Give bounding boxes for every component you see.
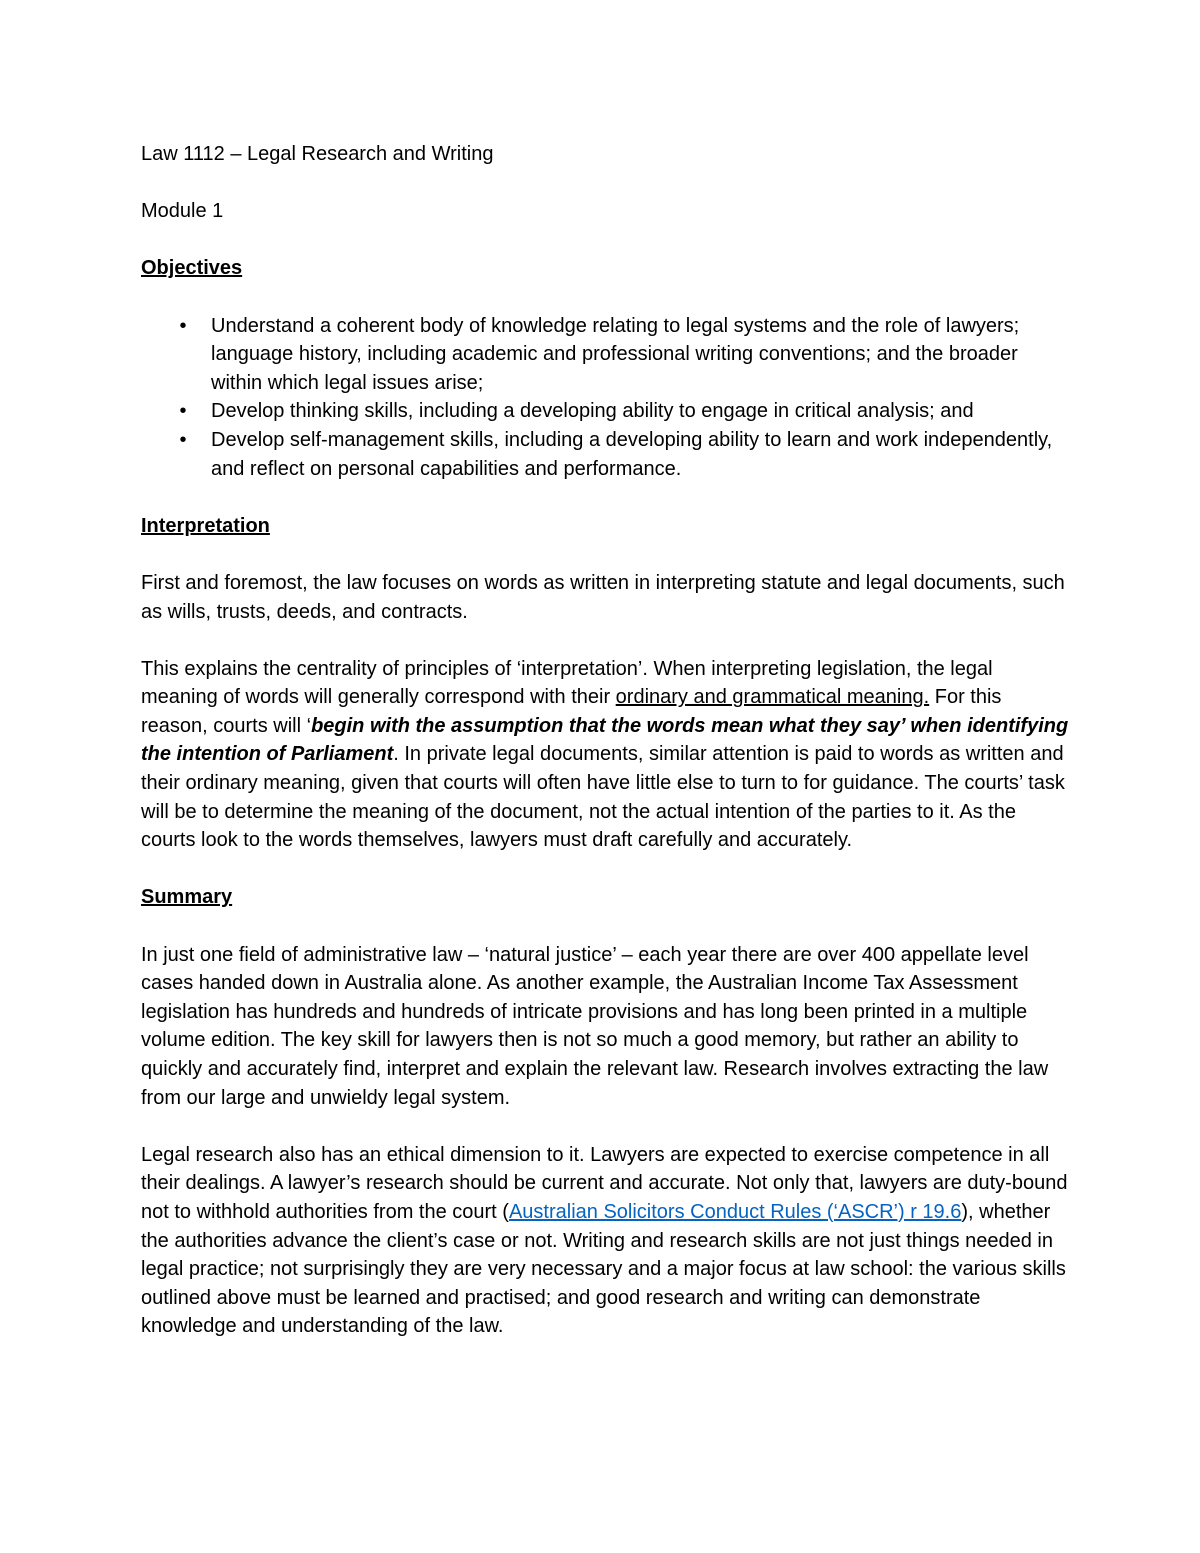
- summary-paragraph-2: [141, 1141, 1071, 1341]
- objective-text: Develop self-management skills, including a developing ability to learn and work independently, and reflect on personal capabilities and performance.: [211, 428, 1053, 480]
- interpretation-paragraph-1: First and foremost, the law focuses on words as written in interpreting statute and legal documents, such as wills, trusts, deeds, and contracts.: [141, 571, 1065, 623]
- bullet-icon: •: [179, 428, 187, 451]
- objectives-list: [141, 312, 1071, 484]
- paragraph-text: . In private legal documents, similar attention is paid to words as written and their ordinary meaning, given that courts will often have little else to turn to for guidance. The courts’ task will be to determine the meaning of the document, not the actual intention of the parties to it. As the courts look to the words themselves, lawyers must draft carefully and accurately.: [141, 743, 1065, 852]
- underlined-phrase: ordinary and grammatical meaning.: [615, 686, 930, 709]
- paragraph-text: This explains the centrality of principles of ‘interpretation’. When interpreting legislation, the legal meaning of words will generally correspond with their: [141, 657, 993, 709]
- paragraph-text: ), whether the authorities advance the client’s case or not. Writing and research skills are not just things needed in legal practice; not surprisingly they are very necessary and a major focus at law school: the various skills outlined above must be learned and practised; and good research and writing can demonstrate knowledge and understanding of the law.: [141, 1200, 1066, 1338]
- emphasized-quote: begin with the assumption that the words mean what they say’ when identifying the intention of Parliament: [141, 714, 1069, 766]
- objectives-heading: Objectives: [141, 257, 243, 280]
- document-title: Law 1112 – Legal Research and Writing: [141, 143, 494, 165]
- paragraph-text: Legal research also has an ethical dimension to it. Lawyers are expected to exercise competence in all their dealings. A lawyer’s research should be current and accurate. Not only that, lawyers are duty-bound not to withhold authorities from the court (: [141, 1143, 1068, 1223]
- interpretation-paragraph-2: [141, 655, 1071, 855]
- bullet-icon: •: [179, 400, 187, 423]
- list-item: [141, 397, 1071, 426]
- list-item: [141, 312, 1071, 398]
- objective-text: Understand a coherent body of knowledge relating to legal systems and the role of lawyers; language history, including academic and professional writing conventions; and the broader within which legal issues arise;: [211, 314, 1020, 394]
- list-item: [141, 426, 1071, 483]
- ascr-link[interactable]: Australian Solicitors Conduct Rules (‘ASCR’) r 19.6: [508, 1200, 962, 1223]
- paragraph-text: For this reason, courts will ‘: [141, 686, 1002, 737]
- objective-text: Develop thinking skills, including a developing ability to engage in critical analysis; and: [211, 400, 974, 423]
- module-label: Module 1: [141, 200, 224, 223]
- document-page: [141, 140, 1071, 1370]
- summary-heading: Summary: [141, 886, 233, 909]
- interpretation-heading: Interpretation: [141, 514, 270, 537]
- bullet-icon: •: [179, 314, 187, 337]
- summary-paragraph-1: In just one field of administrative law – ‘natural justice’ – each year there are over 400 appellate level cases handed down in Australia alone. As another example, the Australian Income Tax Assessment legislation has hundreds and hundreds of intricate provisions and has long been printed in a multiple volume edition. The key skill for lawyers then is not so much a good memory, but rather an ability to quickly and accurately find, interpret and explain the relevant law. Research involves extracting the law from our large and unwieldy legal system.: [141, 943, 1049, 1109]
